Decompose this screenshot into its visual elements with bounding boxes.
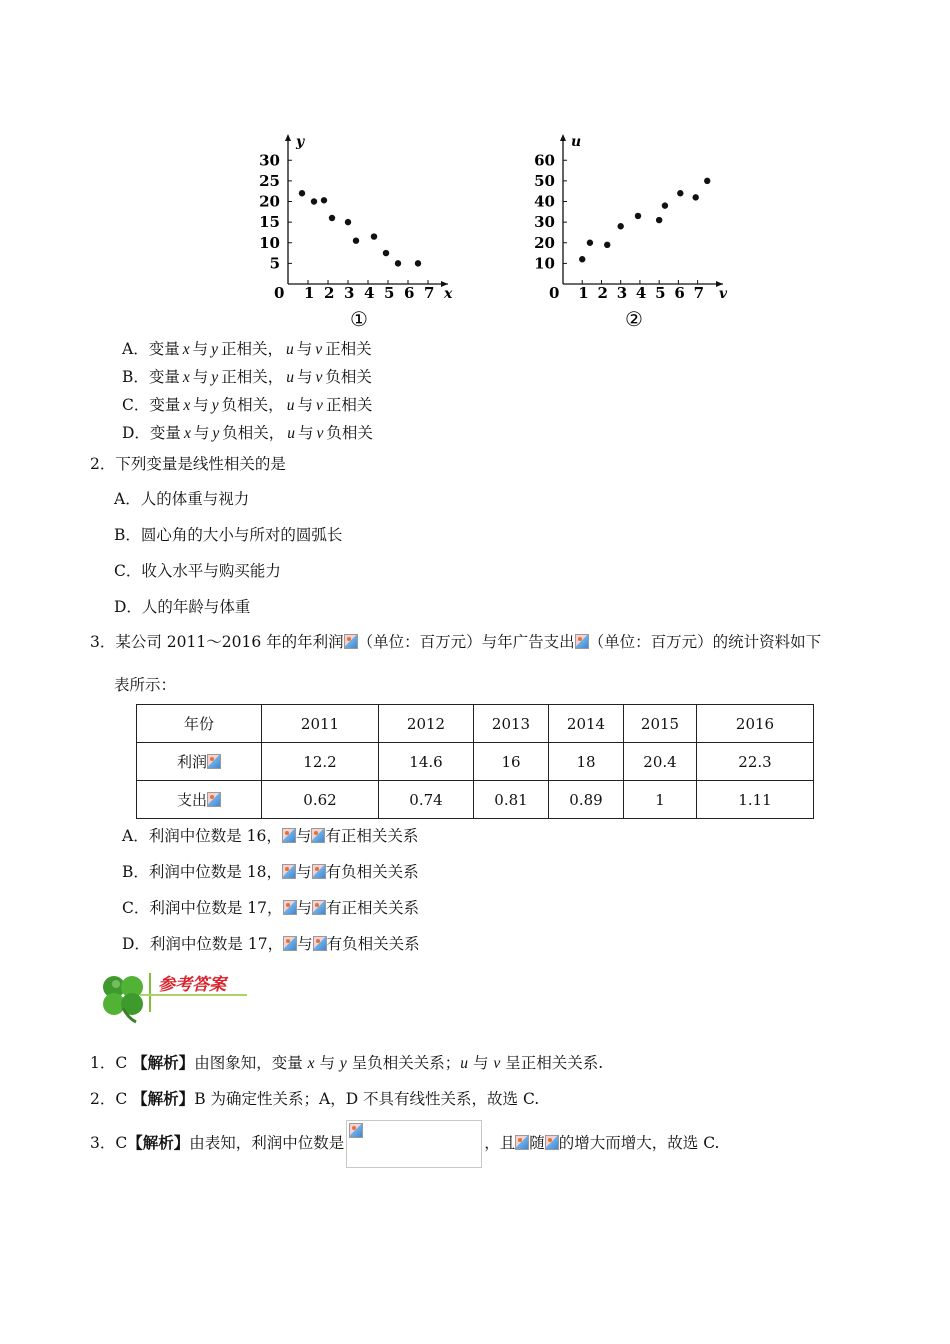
y-tick-label: 20 bbox=[259, 192, 280, 211]
expense-formula-image bbox=[313, 936, 327, 951]
table-cell: 1.11 bbox=[697, 781, 814, 819]
expense-formula-image bbox=[312, 864, 326, 879]
table-cell: 2012 bbox=[379, 705, 474, 743]
scatter-plot-1 bbox=[240, 122, 470, 332]
profit-formula-image bbox=[282, 864, 296, 879]
data-point bbox=[604, 242, 610, 248]
data-point bbox=[704, 178, 710, 184]
q3-option-b: B．利润中位数是 18， 与 有负相关关系 bbox=[122, 863, 419, 881]
answer-3: 3．C【解析】由表知，利润中位数是 ，且 随 的增大而增大，故选 C. bbox=[90, 1120, 719, 1168]
q3-option-a: A．利润中位数是 16， 与 有正相关关系 bbox=[122, 827, 419, 845]
data-point bbox=[635, 213, 641, 219]
x-axis-label: v bbox=[719, 286, 728, 302]
table-row bbox=[137, 705, 814, 743]
q1-option-b: B．变量 x 与 y 正相关， u 与 v 负相关 bbox=[122, 368, 372, 386]
y-tick-label: 5 bbox=[269, 254, 280, 273]
data-point bbox=[383, 250, 389, 256]
answers-banner-title: 参考答案 bbox=[158, 975, 226, 995]
q3-data-table bbox=[136, 704, 814, 819]
origin-label: 0 bbox=[549, 284, 560, 302]
x-tick-label: 4 bbox=[635, 284, 647, 302]
q1-option-d: D．变量 x 与 y 负相关， u 与 v 负相关 bbox=[122, 424, 373, 442]
profit-formula-image bbox=[207, 754, 221, 769]
y-tick-label: 15 bbox=[259, 213, 280, 232]
x-tick-label: 6 bbox=[674, 284, 685, 302]
q2-option-c: C．收入水平与购买能力 bbox=[114, 562, 281, 580]
table-cell: 0.89 bbox=[549, 781, 624, 819]
y-axis-arrow-icon bbox=[285, 134, 291, 141]
x-tick-label: 3 bbox=[616, 284, 628, 302]
table-row bbox=[137, 743, 814, 781]
table-cell: 12.2 bbox=[262, 743, 379, 781]
table-cell: 2013 bbox=[474, 705, 549, 743]
table-cell: 20.4 bbox=[624, 743, 697, 781]
q3-stem: 3．某公司 2011～2016 年的年利润 （单位：百万元）与年广告支出 （单位：百万元）的统计资料如下 bbox=[90, 633, 822, 651]
q3-option-c: C．利润中位数是 17， 与 有正相关关系 bbox=[122, 899, 420, 917]
median-formula-image bbox=[346, 1120, 482, 1168]
expense-formula-image bbox=[207, 792, 221, 807]
data-point bbox=[587, 240, 593, 246]
table-cell: 年份 bbox=[137, 705, 262, 743]
data-point bbox=[692, 194, 698, 200]
x-tick-label: 5 bbox=[384, 284, 395, 302]
origin-label: 0 bbox=[274, 284, 285, 302]
x-tick-label: 1 bbox=[304, 284, 315, 302]
data-point bbox=[353, 237, 359, 243]
table-cell: 2015 bbox=[624, 705, 697, 743]
x-tick-label: 3 bbox=[344, 284, 355, 302]
table-cell: 利润 bbox=[137, 743, 262, 781]
x-tick-label: 2 bbox=[324, 284, 335, 302]
q2-option-d: D．人的年龄与体重 bbox=[114, 598, 251, 616]
expense-formula-image bbox=[545, 1135, 559, 1150]
data-point bbox=[395, 260, 401, 266]
y-tick-label: 30 bbox=[259, 151, 280, 170]
data-point bbox=[371, 233, 377, 239]
table-cell: 0.81 bbox=[474, 781, 549, 819]
y-tick-label: 30 bbox=[534, 213, 555, 232]
table-cell: 2014 bbox=[549, 705, 624, 743]
y-tick-label: 10 bbox=[534, 254, 555, 273]
data-point bbox=[299, 190, 305, 196]
formula-image bbox=[349, 1123, 363, 1138]
data-point bbox=[662, 202, 668, 208]
y-tick-label: 25 bbox=[259, 171, 280, 190]
table-cell: 18 bbox=[549, 743, 624, 781]
q2-stem: 2．下列变量是线性相关的是 bbox=[90, 455, 286, 473]
x-tick-label: 1 bbox=[578, 284, 589, 302]
y-tick-label: 10 bbox=[259, 233, 280, 252]
profit-formula-image bbox=[283, 900, 297, 915]
q2-option-a: A．人的体重与视力 bbox=[114, 490, 250, 508]
table-cell: 14.6 bbox=[379, 743, 474, 781]
data-point bbox=[579, 256, 585, 262]
data-point bbox=[329, 215, 335, 221]
table-cell: 16 bbox=[474, 743, 549, 781]
x-tick-label: 6 bbox=[404, 284, 415, 302]
y-axis-arrow-icon bbox=[560, 134, 566, 141]
data-point bbox=[617, 223, 623, 229]
y-axis-label: y bbox=[296, 134, 305, 150]
table-cell: 0.62 bbox=[262, 781, 379, 819]
answer-1: 1．C 【解析】由图象知，变量 x 与 y 呈负相关关系；u 与 v 呈正相关关系. bbox=[90, 1053, 604, 1072]
expense-formula-image bbox=[575, 634, 589, 649]
profit-formula-image bbox=[283, 936, 297, 951]
plot-caption: ① bbox=[350, 307, 368, 331]
plot-caption: ② bbox=[625, 307, 643, 331]
expense-formula-image bbox=[311, 828, 325, 843]
profit-formula-image bbox=[282, 828, 296, 843]
clover-icon bbox=[103, 976, 143, 1022]
table-cell: 22.3 bbox=[697, 743, 814, 781]
q1-option-c: C．变量 x 与 y 负相关， u 与 v 正相关 bbox=[122, 396, 373, 414]
q3-option-d: D．利润中位数是 17， 与 有负相关关系 bbox=[122, 935, 420, 953]
data-point bbox=[345, 219, 351, 225]
table-cell: 2011 bbox=[262, 705, 379, 743]
q3-stem-cont: 表所示： bbox=[114, 676, 177, 694]
profit-formula-image bbox=[515, 1135, 529, 1150]
data-point bbox=[656, 217, 662, 223]
x-tick-label: 2 bbox=[597, 284, 608, 302]
answer-2: 2．C 【解析】B 为确定性关系；A，D 不具有线性关系，故选 C. bbox=[90, 1089, 540, 1108]
y-tick-label: 40 bbox=[534, 192, 555, 211]
profit-formula-image bbox=[344, 634, 358, 649]
table-row bbox=[137, 781, 814, 819]
table-cell: 支出 bbox=[137, 781, 262, 819]
table-cell: 1 bbox=[624, 781, 697, 819]
q1-option-a: A．变量 x 与 y 正相关， u 与 v 正相关 bbox=[122, 340, 372, 358]
x-tick-label: 4 bbox=[364, 284, 375, 302]
y-tick-label: 60 bbox=[534, 151, 555, 170]
data-point bbox=[311, 198, 317, 204]
data-point bbox=[415, 260, 421, 266]
data-point bbox=[677, 190, 683, 196]
q2-option-b: B．圆心角的大小与所对的圆弧长 bbox=[114, 526, 343, 544]
x-axis-label: x bbox=[444, 286, 453, 302]
y-tick-label: 50 bbox=[534, 171, 555, 190]
y-tick-label: 20 bbox=[534, 233, 555, 252]
expense-formula-image bbox=[312, 900, 326, 915]
x-tick-label: 7 bbox=[693, 284, 705, 302]
answers-banner bbox=[92, 968, 262, 1026]
x-tick-label: 7 bbox=[424, 284, 435, 302]
scatter-plot-2 bbox=[515, 122, 745, 332]
data-point bbox=[321, 197, 327, 203]
x-tick-label: 5 bbox=[655, 284, 666, 302]
table-cell: 0.74 bbox=[379, 781, 474, 819]
table-cell: 2016 bbox=[697, 705, 814, 743]
y-axis-label: u bbox=[571, 134, 582, 150]
